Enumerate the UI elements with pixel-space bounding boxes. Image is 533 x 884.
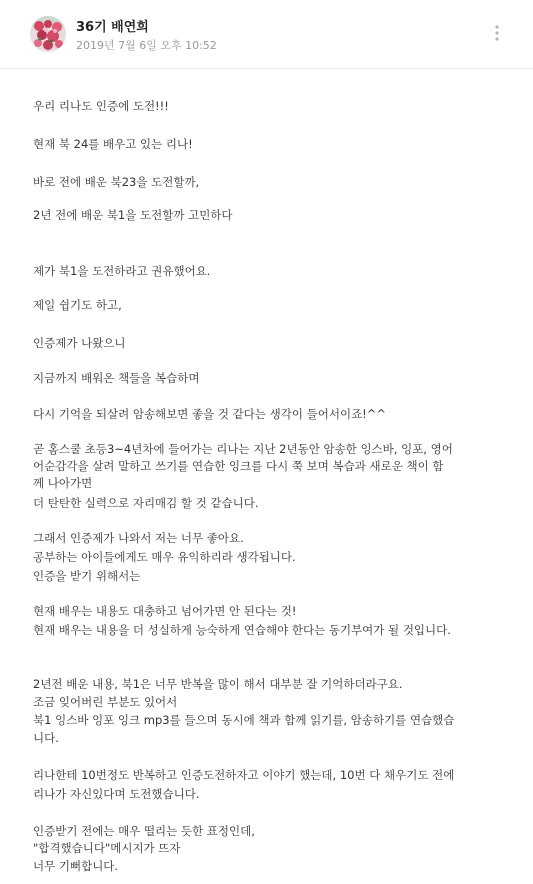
post-line: 리나가 자신있다며 도전했습니다.: [33, 787, 200, 801]
post-line: 현재 북 24를 배우고 있는 리나!: [33, 137, 193, 151]
post-line: 바로 전에 배운 북23을 도전할까,: [33, 175, 200, 189]
post-line: 인증받기 전에는 매우 떨리는 듯한 표정인데,: [33, 824, 255, 838]
avatar-image: [30, 16, 66, 52]
post-line: 현재 배우는 내용을 더 성실하게 능숙하게 연습해야 한다는 동기부여가 될 것입니다.: [33, 623, 451, 637]
post-line: 곧 홈스쿨 초등3~4년차에 들어가는 리나는 지난 2년동안 암송한 잉스바, 잉포, 영어: [33, 442, 453, 456]
post-line: 현재 배우는 내용도 대충하고 넘어가면 안 된다는 것!: [33, 604, 297, 618]
post-line: 인증제가 나왔으니: [33, 336, 126, 350]
more-vertical-icon[interactable]: [489, 22, 505, 44]
post-line: 북1 잉스바 잉포 잉크 mp3를 들으며 동시에 책과 함께 읽기를, 암송하기를 연습했습: [33, 713, 455, 727]
post-line: 공부하는 아이들에게도 매우 유익하리라 생각됩니다.: [33, 550, 296, 564]
post-line: 제일 쉽기도 하고,: [33, 298, 122, 312]
post-line: "합격했습니다"메시지가 뜨자: [33, 841, 181, 855]
post-line: 지금까지 배워온 책들을 복습하며: [33, 371, 200, 385]
more-vertical-glyph: [489, 22, 505, 44]
post-line: 리나한테 10번정도 반복하고 인증도전하자고 이야기 했는데, 10번 다 채우기도 전에: [33, 768, 455, 782]
post-line: 2년전 배운 내용, 북1은 너무 반복을 많이 해서 대부분 잘 기억하더라구요.: [33, 677, 403, 691]
post-line: 너무 기뻐합니다.: [33, 859, 119, 873]
post-line: 그래서 인증제가 나와서 저는 너무 좋아요.: [33, 531, 244, 545]
post-line: 인증을 받기 위해서는: [33, 569, 141, 583]
post-line: 제가 북1을 도전하라고 권유했어요.: [33, 264, 211, 278]
post-line: 우리 리나도 인증에 도전!!!: [33, 99, 169, 113]
post-line: 니다.: [33, 731, 59, 745]
post-line: 께 나아가면: [33, 476, 93, 490]
post-date: 2019년 7월 6일 오후 10:52: [76, 39, 217, 52]
post-line: 어순감각을 살려 말하고 쓰기를 연습한 잉크를 다시 쭉 보며 복습과 새로운 책이 함: [33, 459, 444, 473]
flower-avatar-icon[interactable]: [30, 16, 66, 52]
post-line: 조금 잊어버린 부분도 있어서: [33, 695, 178, 709]
post-line: 더 탄탄한 실력으로 자리매김 할 것 같습니다.: [33, 496, 259, 510]
post-header: [0, 0, 533, 68]
author-name[interactable]: 36기 배연희: [76, 20, 149, 35]
post-line: 2년 전에 배운 북1을 도전할까 고민하다: [33, 208, 233, 222]
post-line: 다시 기억을 되살려 암송해보면 좋을 것 같다는 생각이 들어서이죠!^^: [33, 407, 387, 421]
header-divider: [0, 68, 533, 69]
